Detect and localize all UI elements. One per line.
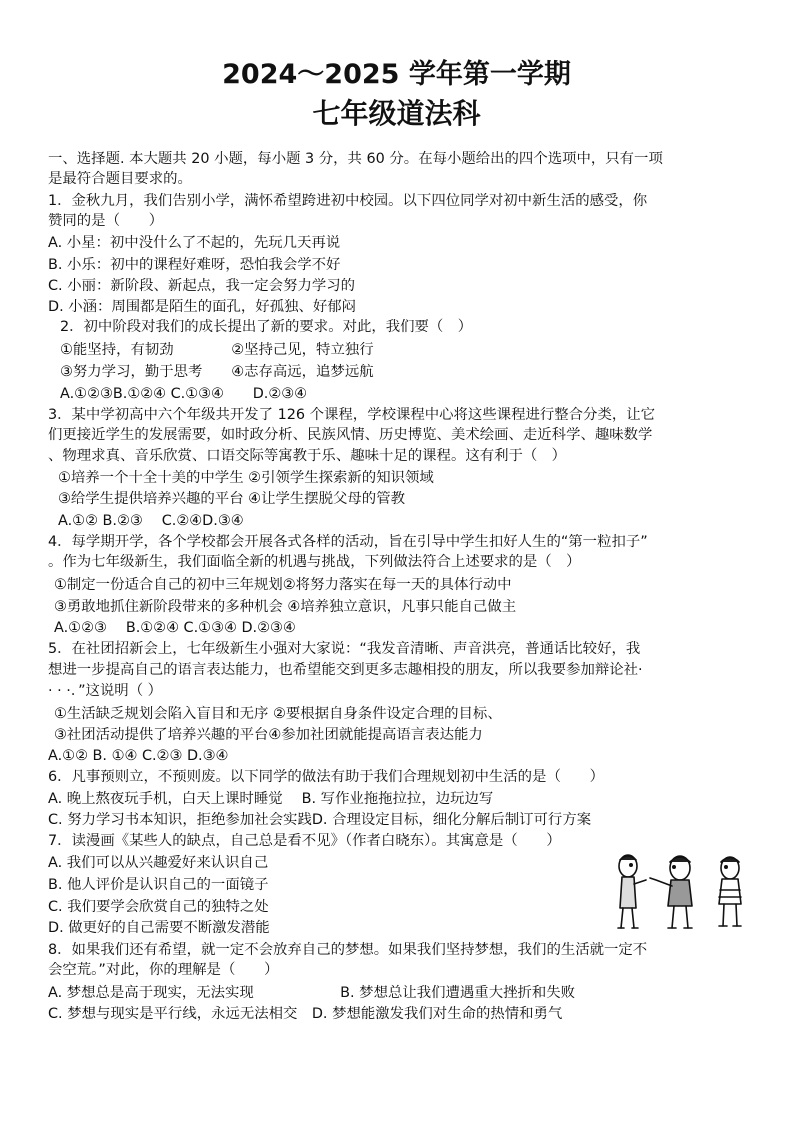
question-6-stem: 6．凡事预则立，不预则废。以下同学的做法有助于我们合理规划初中生活的是（ ）: [48, 769, 605, 785]
question-1-stem-cont: 赞同的是（ ）: [48, 213, 164, 229]
question-3-items-1: ①培养一个十全十美的中学生 ②引领学生探索新的知识领域: [58, 470, 434, 486]
question-3-stem-cont2: 、物理求真、音乐欣赏、口语交际等寓教于乐、趣味十足的课程。这有利于（ ）: [48, 448, 567, 464]
question-2-items-1: ①能坚持，有韧劲 ②坚持己见，特立独行: [60, 342, 374, 358]
question-1-option-d: D. 小涵：周围都是陌生的面孔，好孤独、好郁闷: [48, 299, 357, 315]
question-8-stem: 8．如果我们还有希望，就一定不会放弃自己的梦想。如果我们坚持梦想，我们的生活就一定不: [48, 942, 648, 958]
question-7-stem: 7．读漫画《某些人的缺点，自己总是看不见》（作者白晓东）。其寓意是（ ）: [48, 833, 561, 849]
question-3-options: A.①② B.②③ C.②④D.③④: [58, 513, 244, 529]
question-8-stem-cont: 会空荒。”对此，你的理解是（ ）: [48, 962, 279, 978]
question-3-stem: 3．某中学初高中六个年级共开发了 126 个课程，学校课程中心将这些课程进行整合分类，让它: [48, 407, 656, 423]
cartoon-figure-middle: [650, 856, 692, 928]
question-1-option-c: C. 小丽：新阶段、新起点，我一定会努力学习的: [48, 278, 356, 294]
question-7-option-a: A. 我们可以从兴趣爱好来认识自己: [48, 855, 269, 871]
cartoon-figure-right: [719, 857, 741, 926]
question-4-stem-cont: 。作为七年级新生，我们面临全新的机遇与挑战，下列做法符合上述要求的是（ ）: [48, 554, 581, 570]
question-1-stem: 1．金秋九月，我们告别小学，满怀希望跨进初中校园。以下四位同学对初中新生活的感受，你: [48, 193, 648, 209]
question-4-options: A.①②③ B.①②④ C.①③④ D.②③④: [54, 620, 296, 636]
question-3-stem-cont: 们更接近学生的发展需要，如时政分析、民族风情、历史博览、美术绘画、走近科学、趣味数学: [48, 427, 653, 443]
exam-title: 2024～2025 学年第一学期: [222, 59, 571, 90]
question-1-option-b: B. 小乐：初中的课程好难呀，恐怕我会学不好: [48, 257, 341, 273]
question-3-items-2: ③给学生提供培养兴趣的平台 ④让学生摆脱父母的管教: [58, 491, 405, 507]
question-2-items-2: ③努力学习，勤于思考 ④志存高远，追梦远航: [60, 364, 374, 380]
question-4-items-1: ①制定一份适合自己的初中三年规划②将努力落实在每一天的具体行动中: [54, 577, 512, 593]
question-6-options-ab: A. 晚上熬夜玩手机，白天上课时睡觉 B. 写作业拖拖拉拉，边玩边写: [48, 791, 494, 807]
question-7-option-c: C. 我们要学会欣赏自己的独特之处: [48, 899, 269, 915]
question-5-options: A.①② B. ①④ C.②③ D.③④: [48, 748, 229, 764]
question-1-option-a: A. 小星：初中没什么了不起的，先玩几天再说: [48, 235, 341, 251]
question-5-items-2: ③社团活动提供了培养兴趣的平台④参加社团就能提高语言表达能力: [54, 727, 483, 743]
question-8-options-cd: C. 梦想与现实是平行线，永远无法相交 D. 梦想能激发我们对生命的热情和勇气: [48, 1006, 563, 1022]
question-4-items-2: ③勇敢地抓住新阶段带来的多种机会 ④培养独立意识，凡事只能自己做主: [54, 599, 517, 615]
cartoon-figure-left: [618, 855, 646, 928]
question-7-option-b: B. 他人评价是认识自己的一面镜子: [48, 877, 269, 893]
section-intro-cont: 是最符合题目要求的。: [48, 171, 192, 187]
section-intro: 一、选择题. 本大题共 20 小题，每小题 3 分，共 60 分。在每小题给出的四个选项中，只有一项: [48, 151, 663, 167]
question-5-stem-cont2: · · ·．”这说明（ ）: [48, 683, 163, 699]
question-5-items-1: ①生活缺乏规划会陷入盲目和无序 ②要根据自身条件设定合理的目标、: [54, 706, 502, 722]
question-2-stem: 2．初中阶段对我们的成长提出了新的要求。对此，我们要（ ）: [60, 319, 473, 335]
question-8-options-ab: A. 梦想总是高于现实，无法实现 B. 梦想总让我们遭遇重大挫折和失败: [48, 985, 576, 1001]
question-5-stem-cont: 想进一步提高自己的语言表达能力，也希望能交到更多志趣相投的朋友，所以我要参加辩论社·: [48, 662, 643, 678]
cartoon-illustration: [608, 850, 750, 932]
question-7-option-d: D. 做更好的自己需要不断激发潜能: [48, 920, 270, 936]
exam-subtitle: 七年级道法科: [312, 97, 481, 130]
question-4-stem: 4．每学期开学，各个学校都会开展各式各样的活动，旨在引导中学生扣好人生的“第一粒扣子”: [48, 534, 648, 550]
question-6-options-cd: C. 努力学习书本知识，拒绝参加社会实践D. 合理设定目标，细化分解后制订可行方案: [48, 812, 592, 828]
question-2-options: A.①②③B.①②④ C.①③④ D.②③④: [60, 386, 308, 402]
question-5-stem: 5．在社团招新会上，七年级新生小强对大家说：“我发音清晰、声音洪亮，普通话比较好，我: [48, 641, 641, 657]
